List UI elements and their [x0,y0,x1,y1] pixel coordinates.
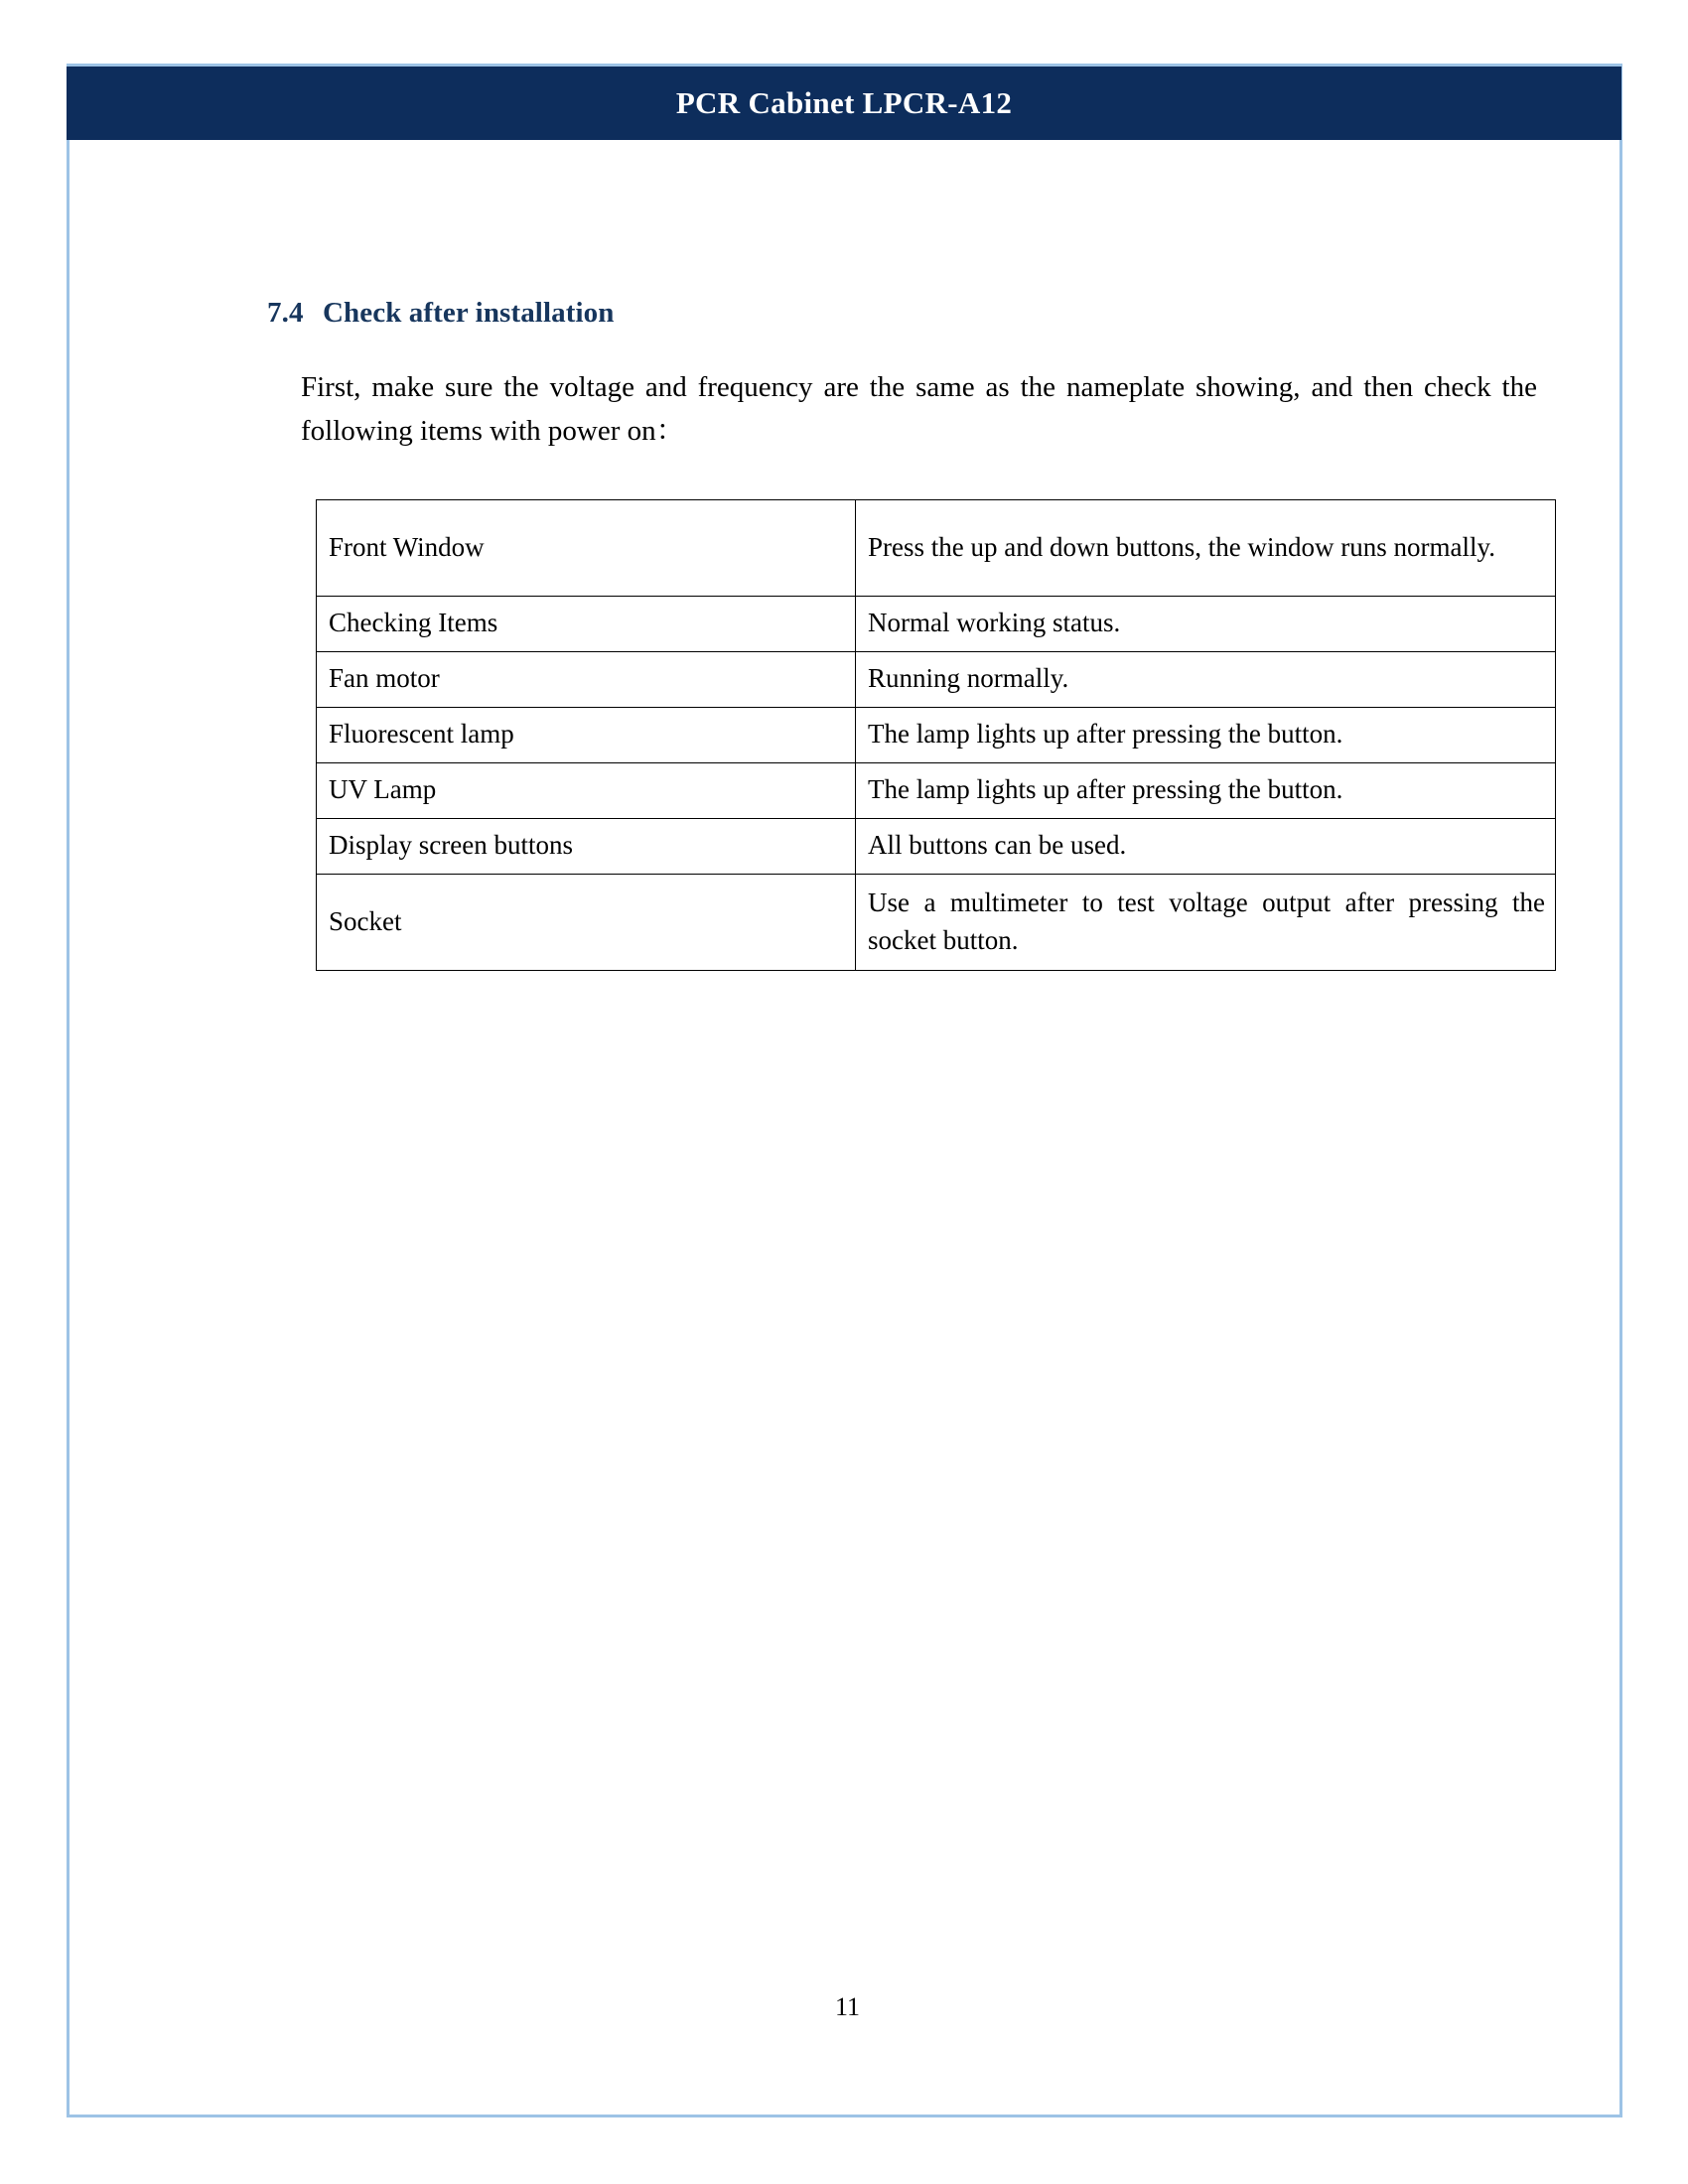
table-cell-desc: Normal working status. [856,597,1556,652]
section-title: Check after installation [323,297,615,329]
table-cell-desc: Press the up and down buttons, the window runs normally. [856,500,1556,597]
table-cell-item: Fluorescent lamp [317,708,856,763]
intro-paragraph: First, make sure the voltage and frequency are the same as the nameplate showing, and then check the following items with power on： [301,371,1537,448]
table-cell-desc: All buttons can be used. [856,819,1556,875]
table-row [317,597,1556,652]
table-cell-item: Front Window [317,500,856,597]
page-number: 11 [834,1992,861,2021]
table-cell-item: Checking Items [317,597,856,652]
document-title: PCR Cabinet LPCR-A12 [675,85,1013,120]
table-cell-desc: The lamp lights up after pressing the button. [856,708,1556,763]
table-row [317,819,1556,875]
document-page [67,64,1622,2117]
page-content [204,235,1594,971]
table-row [317,652,1556,708]
checklist-table [316,499,1556,971]
table-cell-item: Socket [317,875,856,971]
table-row [317,875,1556,971]
table-row [317,763,1556,819]
table-row [317,708,1556,763]
table-cell-item: UV Lamp [317,763,856,819]
table-row [317,500,1556,597]
document-header-bar [67,67,1621,140]
table-cell-desc: Use a multimeter to test voltage output after pressing the socket button. [856,875,1556,971]
table-cell-desc: The lamp lights up after pressing the button. [856,763,1556,819]
section-number: 7.4 [267,297,304,329]
table-cell-item: Display screen buttons [317,819,856,875]
page-title [267,235,1594,330]
table-cell-desc: Running normally. [856,652,1556,708]
table-cell-item: Fan motor [317,652,856,708]
